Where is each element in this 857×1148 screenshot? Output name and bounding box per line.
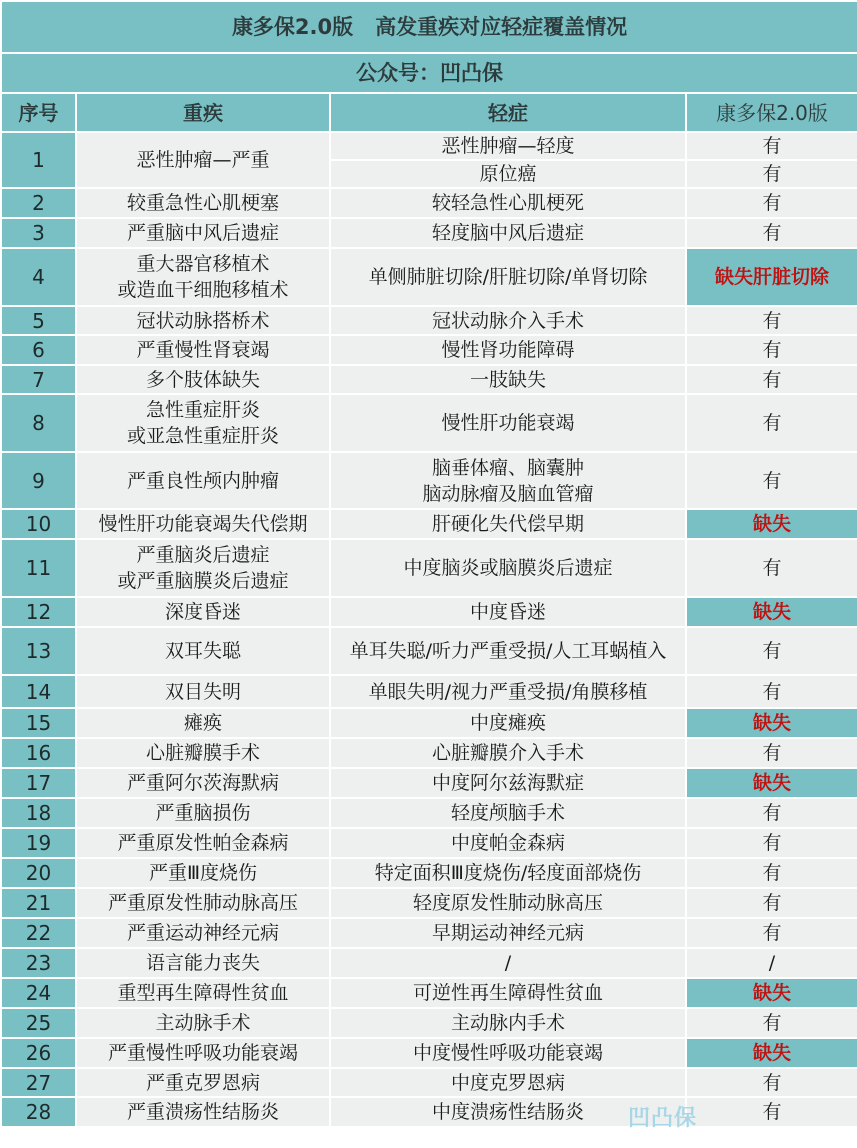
cell-line: 急性重症肝炎 xyxy=(145,399,260,421)
cell-line: 冠状动脉介入手术 xyxy=(431,309,584,332)
cell-line: 慢性肝功能衰竭 xyxy=(441,412,575,434)
table-row xyxy=(1,948,857,978)
cell-line: 严重原发性肺动脉高压 xyxy=(107,892,298,914)
title-row xyxy=(1,1,857,53)
critical-illness-cell xyxy=(76,1038,330,1068)
cell-line: 或亚急性重症肝炎 xyxy=(126,425,279,447)
table-row xyxy=(1,858,857,888)
critical-illness-cell xyxy=(76,918,330,948)
mild-illness-cell xyxy=(330,365,686,394)
critical-illness-cell xyxy=(76,768,330,798)
mild-illness-cell xyxy=(330,1008,686,1038)
cell-line: 中度溃疡性结肠炎 xyxy=(431,1101,584,1123)
mild-illness-cell xyxy=(330,948,686,978)
cell-line: 严重克罗恩病 xyxy=(145,1071,260,1094)
page-title: 康多保2.0版 高发重疾对应轻症覆盖情况 xyxy=(1,1,857,53)
header-product: 康多保2.0版 xyxy=(686,93,857,132)
mild-illness-cell xyxy=(330,858,686,888)
mild-illness-cell xyxy=(330,627,686,675)
cell-line: 严重原发性帕金森病 xyxy=(117,832,289,854)
cell-line: 轻度颅脑手术 xyxy=(450,802,565,824)
coverage-cell: 有 xyxy=(686,675,857,708)
critical-illness-cell xyxy=(76,306,330,335)
cell-line: 一肢缺失 xyxy=(469,368,546,391)
cell-line: 瘫痪 xyxy=(183,712,222,734)
cell-line: 严重阿尔茨海默病 xyxy=(126,772,279,794)
coverage-cell: 有 xyxy=(686,160,857,188)
critical-illness-cell xyxy=(76,708,330,738)
coverage-cell: 有 xyxy=(686,828,857,858)
mild-illness-cell xyxy=(330,394,686,452)
critical-illness-cell xyxy=(76,627,330,675)
cell-line: 主动脉手术 xyxy=(155,1012,251,1034)
table-row xyxy=(1,218,857,248)
cell-line: 严重慢性肾衰竭 xyxy=(136,339,270,361)
table-row xyxy=(1,248,857,306)
cell-line: 语言能力丧失 xyxy=(145,952,260,974)
cell-line: 或严重脑膜炎后遗症 xyxy=(117,570,289,592)
mild-illness-cell xyxy=(330,248,686,306)
cell-line: 中度阿尔兹海默症 xyxy=(431,772,584,794)
coverage-cell: 有 xyxy=(686,888,857,918)
table-row xyxy=(1,768,857,798)
row-number: 1 xyxy=(1,132,76,188)
critical-illness-cell xyxy=(76,948,330,978)
coverage-missing-badge: 缺失 xyxy=(686,978,857,1008)
cell-line: 早期运动神经元病 xyxy=(431,922,584,944)
cell-line: 心脏瓣膜介入手术 xyxy=(431,742,584,764)
row-number: 7 xyxy=(1,365,76,394)
critical-illness-cell xyxy=(76,597,330,627)
mild-illness-cell xyxy=(330,1068,686,1097)
cell-line: 严重Ⅲ度烧伤 xyxy=(148,862,258,884)
mild-illness-cell xyxy=(330,188,686,218)
cell-line: 中度克罗恩病 xyxy=(450,1071,565,1094)
row-number: 13 xyxy=(1,627,76,675)
coverage-cell: 有 xyxy=(686,1068,857,1097)
mild-illness-cell xyxy=(330,1038,686,1068)
mild-illness-cell xyxy=(330,335,686,365)
table-row xyxy=(1,306,857,335)
cell-line: 单侧肺脏切除/肝脏切除/单肾切除 xyxy=(368,266,648,288)
cell-line: / xyxy=(504,952,512,974)
critical-illness-cell xyxy=(76,188,330,218)
row-number: 11 xyxy=(1,539,76,597)
header-no: 序号 xyxy=(1,93,76,132)
coverage-cell: 有 xyxy=(686,306,857,335)
row-number: 26 xyxy=(1,1038,76,1068)
row-number: 19 xyxy=(1,828,76,858)
cell-line: 单耳失聪/听力严重受损/人工耳蜗植入 xyxy=(349,640,667,662)
mild-illness-cell xyxy=(330,888,686,918)
mild-illness-cell xyxy=(330,539,686,597)
cell-line: 慢性肾功能障碍 xyxy=(441,339,575,361)
table-row xyxy=(1,627,857,675)
critical-illness-cell xyxy=(76,218,330,248)
row-number: 6 xyxy=(1,335,76,365)
table-row xyxy=(1,335,857,365)
row-number: 8 xyxy=(1,394,76,452)
coverage-cell: 有 xyxy=(686,539,857,597)
row-number: 23 xyxy=(1,948,76,978)
coverage-cell: 有 xyxy=(686,132,857,160)
coverage-cell: 有 xyxy=(686,188,857,218)
coverage-cell: 有 xyxy=(686,798,857,828)
mild-illness-cell xyxy=(330,509,686,539)
cell-line: 重大器官移植术 xyxy=(136,253,270,275)
coverage-cell: 有 xyxy=(686,1097,857,1127)
mild-illness-cell xyxy=(330,675,686,708)
mild-illness-cell xyxy=(330,306,686,335)
critical-illness-cell xyxy=(76,858,330,888)
watermark-logo: 凹凸保 xyxy=(628,1106,698,1131)
cell-line: 严重慢性呼吸功能衰竭 xyxy=(107,1042,298,1064)
critical-illness-cell xyxy=(76,452,330,509)
table-row xyxy=(1,738,857,768)
mild-illness-cell xyxy=(330,738,686,768)
row-number: 10 xyxy=(1,509,76,539)
coverage-missing-badge: 缺失 xyxy=(686,1038,857,1068)
critical-illness-cell xyxy=(76,978,330,1008)
mild-illness-cell xyxy=(330,918,686,948)
cell-line: 严重脑中风后遗症 xyxy=(126,222,279,244)
cell-line: 双目失明 xyxy=(164,680,241,703)
critical-illness-cell xyxy=(76,1008,330,1038)
cell-line: 双耳失聪 xyxy=(164,640,241,662)
critical-illness-cell xyxy=(76,888,330,918)
cell-line: 脑动脉瘤及脑血管瘤 xyxy=(422,482,594,505)
row-number: 16 xyxy=(1,738,76,768)
coverage-cell: 有 xyxy=(686,218,857,248)
row-number: 4 xyxy=(1,248,76,306)
critical-illness-cell xyxy=(76,828,330,858)
row-number: 24 xyxy=(1,978,76,1008)
cell-line: 较轻急性心肌梗死 xyxy=(431,192,584,214)
critical-illness-cell xyxy=(76,675,330,708)
table-row xyxy=(1,978,857,1008)
cell-line: 可逆性再生障碍性贫血 xyxy=(412,982,603,1004)
table-row xyxy=(1,452,857,509)
critical-illness-cell xyxy=(76,798,330,828)
page-subtitle: 公众号：凹凸保 xyxy=(1,53,857,93)
coverage-cell: 有 xyxy=(686,452,857,509)
coverage-cell: 有 xyxy=(686,918,857,948)
row-number: 20 xyxy=(1,858,76,888)
table-row xyxy=(1,132,857,160)
table-row xyxy=(1,509,857,539)
cell-line: 中度瘫痪 xyxy=(469,712,546,734)
coverage-missing-badge: 缺失肝脏切除 xyxy=(686,248,857,306)
table-row xyxy=(1,394,857,452)
critical-illness-cell xyxy=(76,539,330,597)
subtitle-row xyxy=(1,53,857,93)
row-number: 28 xyxy=(1,1097,76,1127)
cell-line: 中度帕金森病 xyxy=(450,832,565,854)
coverage-missing-badge: 缺失 xyxy=(686,509,857,539)
mild-illness-cell xyxy=(330,828,686,858)
row-number: 22 xyxy=(1,918,76,948)
cell-line: 肝硬化失代偿早期 xyxy=(431,513,584,535)
row-number: 12 xyxy=(1,597,76,627)
cell-line: 中度昏迷 xyxy=(469,601,546,623)
row-number: 21 xyxy=(1,888,76,918)
coverage-missing-badge: 缺失 xyxy=(686,708,857,738)
cell-line: 心脏瓣膜手术 xyxy=(145,742,260,764)
row-number: 25 xyxy=(1,1008,76,1038)
mild-illness-cell xyxy=(330,218,686,248)
cell-line: 严重运动神经元病 xyxy=(126,922,279,944)
table-row xyxy=(1,365,857,394)
table-row xyxy=(1,798,857,828)
cell-line: 恶性肿瘤—严重 xyxy=(136,149,270,171)
coverage-cell: 有 xyxy=(686,627,857,675)
header-mild: 轻症 xyxy=(330,93,686,132)
table-row xyxy=(1,1008,857,1038)
table-row xyxy=(1,1038,857,1068)
table-row xyxy=(1,918,857,948)
cell-line: 严重脑损伤 xyxy=(155,802,251,824)
cell-line: 慢性肝功能衰竭失代偿期 xyxy=(98,513,308,535)
table-row xyxy=(1,597,857,627)
header-row xyxy=(1,93,857,132)
mild-illness-cell xyxy=(330,708,686,738)
critical-illness-cell xyxy=(76,365,330,394)
cell-line: 中度慢性呼吸功能衰竭 xyxy=(412,1042,603,1064)
critical-illness-cell xyxy=(76,335,330,365)
cell-line: 原位癌 xyxy=(479,163,537,185)
table-row xyxy=(1,188,857,218)
coverage-cell: 有 xyxy=(686,1008,857,1038)
coverage-cell: / xyxy=(686,948,857,978)
row-number: 18 xyxy=(1,798,76,828)
cell-line: 中度脑炎或脑膜炎后遗症 xyxy=(403,557,613,579)
mild-illness-cell xyxy=(330,768,686,798)
critical-illness-cell xyxy=(76,738,330,768)
row-number: 14 xyxy=(1,675,76,708)
cell-line: 严重溃疡性结肠炎 xyxy=(126,1101,279,1123)
cell-line: 重型再生障碍性贫血 xyxy=(117,982,289,1004)
header-critical: 重疾 xyxy=(76,93,330,132)
table-row xyxy=(1,888,857,918)
mild-illness-cell xyxy=(330,597,686,627)
cell-line: 单眼失明/视力严重受损/角膜移植 xyxy=(368,680,648,703)
table-row xyxy=(1,1068,857,1097)
mild-illness-cell xyxy=(330,978,686,1008)
critical-illness-cell xyxy=(76,1097,330,1127)
cell-line: 严重脑炎后遗症 xyxy=(136,544,270,566)
coverage-cell: 有 xyxy=(686,858,857,888)
row-number: 17 xyxy=(1,768,76,798)
cell-line: 轻度脑中风后遗症 xyxy=(431,222,584,244)
mild-illness-cell xyxy=(330,452,686,509)
row-number: 5 xyxy=(1,306,76,335)
row-number: 9 xyxy=(1,452,76,509)
mild-illness-cell xyxy=(330,798,686,828)
cell-line: 多个肢体缺失 xyxy=(145,368,260,391)
cell-line: 恶性肿瘤—轻度 xyxy=(441,135,575,157)
row-number: 2 xyxy=(1,188,76,218)
cell-line: 严重良性颅内肿瘤 xyxy=(126,469,279,492)
critical-illness-cell xyxy=(76,248,330,306)
cell-line: 冠状动脉搭桥术 xyxy=(136,309,270,332)
coverage-cell: 有 xyxy=(686,738,857,768)
cell-line: 较重急性心肌梗塞 xyxy=(126,192,279,214)
critical-illness-cell xyxy=(76,1068,330,1097)
table-body xyxy=(1,132,857,1127)
coverage-cell: 有 xyxy=(686,394,857,452)
cell-line: 或造血干细胞移植术 xyxy=(117,279,289,301)
coverage-cell: 有 xyxy=(686,365,857,394)
table-row xyxy=(1,1097,857,1127)
table-row xyxy=(1,828,857,858)
critical-illness-cell xyxy=(76,394,330,452)
table-row xyxy=(1,708,857,738)
coverage-missing-badge: 缺失 xyxy=(686,597,857,627)
table-row xyxy=(1,539,857,597)
cell-line: 主动脉内手术 xyxy=(450,1012,565,1034)
coverage-cell: 有 xyxy=(686,335,857,365)
coverage-missing-badge: 缺失 xyxy=(686,768,857,798)
cell-line: 轻度原发性肺动脉高压 xyxy=(412,892,603,914)
cell-line: 脑垂体瘤、脑囊肿 xyxy=(431,456,584,479)
table-row xyxy=(1,675,857,708)
critical-illness-cell xyxy=(76,509,330,539)
cell-line: 深度昏迷 xyxy=(164,601,241,623)
row-number: 3 xyxy=(1,218,76,248)
mild-illness-cell xyxy=(330,160,686,188)
cell-line: 特定面积Ⅲ度烧伤/轻度面部烧伤 xyxy=(374,862,642,884)
critical-illness-cell xyxy=(76,132,330,188)
mild-illness-cell xyxy=(330,132,686,160)
row-number: 15 xyxy=(1,708,76,738)
row-number: 27 xyxy=(1,1068,76,1097)
